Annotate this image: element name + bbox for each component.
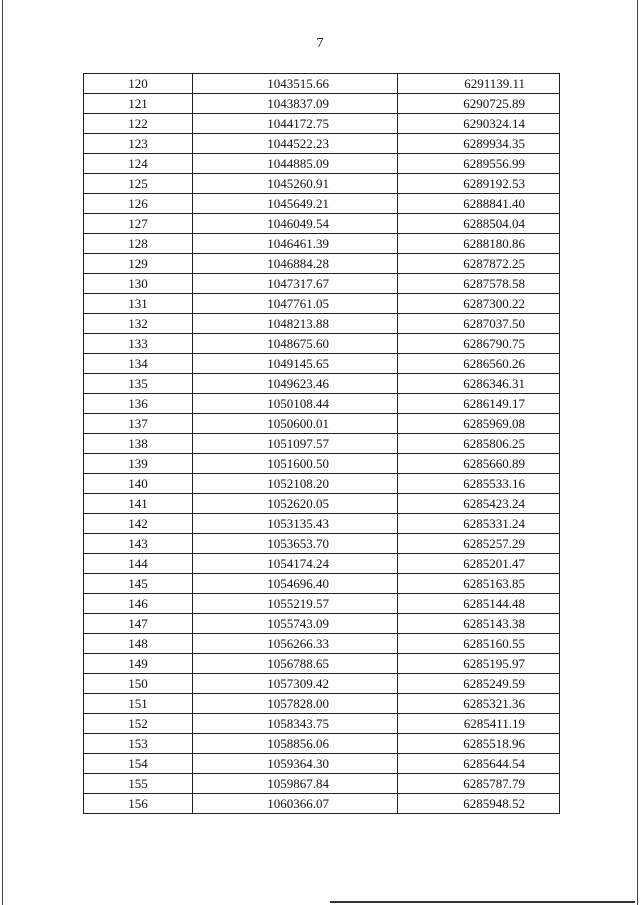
point-number-cell: 132	[84, 314, 193, 334]
point-number-cell: 137	[84, 414, 193, 434]
table-row	[84, 734, 560, 754]
point-number-cell: 152	[84, 714, 193, 734]
x-coordinate-cell: 1045649.21	[193, 194, 398, 214]
point-number-cell: 146	[84, 594, 193, 614]
y-coordinate-cell: 6285806.25	[398, 434, 560, 454]
y-coordinate-cell: 6288504.04	[398, 214, 560, 234]
x-coordinate-cell: 1052620.05	[193, 494, 398, 514]
x-coordinate-cell: 1058856.06	[193, 734, 398, 754]
y-coordinate-cell: 6286560.26	[398, 354, 560, 374]
x-coordinate-cell: 1055219.57	[193, 594, 398, 614]
y-coordinate-cell: 6286346.31	[398, 374, 560, 394]
x-coordinate-cell: 1058343.75	[193, 714, 398, 734]
point-number-cell: 140	[84, 474, 193, 494]
y-coordinate-cell: 6285787.79	[398, 774, 560, 794]
y-coordinate-cell: 6285331.24	[398, 514, 560, 534]
x-coordinate-cell: 1047761.05	[193, 294, 398, 314]
y-coordinate-cell: 6285163.85	[398, 574, 560, 594]
point-number-cell: 134	[84, 354, 193, 374]
x-coordinate-cell: 1056788.65	[193, 654, 398, 674]
point-number-cell: 151	[84, 694, 193, 714]
y-coordinate-cell: 6285644.54	[398, 754, 560, 774]
table-row	[84, 594, 560, 614]
y-coordinate-cell: 6287037.50	[398, 314, 560, 334]
table-row	[84, 714, 560, 734]
table-row	[84, 94, 560, 114]
y-coordinate-cell: 6285249.59	[398, 674, 560, 694]
table-row	[84, 174, 560, 194]
x-coordinate-cell: 1047317.67	[193, 274, 398, 294]
table-row	[84, 414, 560, 434]
x-coordinate-cell: 1059364.30	[193, 754, 398, 774]
table-row	[84, 314, 560, 334]
x-coordinate-cell: 1050600.01	[193, 414, 398, 434]
table-row	[84, 214, 560, 234]
table-row	[84, 154, 560, 174]
y-coordinate-cell: 6287300.22	[398, 294, 560, 314]
y-coordinate-cell: 6285660.89	[398, 454, 560, 474]
y-coordinate-cell: 6289934.35	[398, 134, 560, 154]
point-number-cell: 120	[84, 74, 193, 94]
point-number-cell: 156	[84, 794, 193, 814]
page-number: 7	[316, 36, 324, 51]
y-coordinate-cell: 6285533.16	[398, 474, 560, 494]
point-number-cell: 147	[84, 614, 193, 634]
point-number-cell: 142	[84, 514, 193, 534]
y-coordinate-cell: 6287578.58	[398, 274, 560, 294]
y-coordinate-cell: 6287872.25	[398, 254, 560, 274]
x-coordinate-cell: 1054696.40	[193, 574, 398, 594]
point-number-cell: 122	[84, 114, 193, 134]
x-coordinate-cell: 1053135.43	[193, 514, 398, 534]
y-coordinate-cell: 6285195.97	[398, 654, 560, 674]
x-coordinate-cell: 1044522.23	[193, 134, 398, 154]
x-coordinate-cell: 1045260.91	[193, 174, 398, 194]
y-coordinate-cell: 6285257.29	[398, 534, 560, 554]
x-coordinate-cell: 1044172.75	[193, 114, 398, 134]
scan-edge-bottom	[330, 901, 635, 903]
point-number-cell: 124	[84, 154, 193, 174]
point-number-cell: 139	[84, 454, 193, 474]
y-coordinate-cell: 6285143.38	[398, 614, 560, 634]
table-row	[84, 74, 560, 94]
x-coordinate-cell: 1057828.00	[193, 694, 398, 714]
y-coordinate-cell: 6285423.24	[398, 494, 560, 514]
y-coordinate-cell: 6285411.19	[398, 714, 560, 734]
point-number-cell: 141	[84, 494, 193, 514]
table-row	[84, 654, 560, 674]
table-row	[84, 274, 560, 294]
x-coordinate-cell: 1046049.54	[193, 214, 398, 234]
x-coordinate-cell: 1048213.88	[193, 314, 398, 334]
table-row	[84, 534, 560, 554]
y-coordinate-cell: 6286149.17	[398, 394, 560, 414]
table-row	[84, 774, 560, 794]
point-number-cell: 131	[84, 294, 193, 314]
table-row	[84, 134, 560, 154]
x-coordinate-cell: 1055743.09	[193, 614, 398, 634]
point-number-cell: 145	[84, 574, 193, 594]
x-coordinate-cell: 1051600.50	[193, 454, 398, 474]
x-coordinate-cell: 1044885.09	[193, 154, 398, 174]
table-row	[84, 554, 560, 574]
table-row	[84, 634, 560, 654]
y-coordinate-cell: 6291139.11	[398, 74, 560, 94]
x-coordinate-cell: 1048675.60	[193, 334, 398, 354]
table-row	[84, 114, 560, 134]
x-coordinate-cell: 1049145.65	[193, 354, 398, 374]
x-coordinate-cell: 1046461.39	[193, 234, 398, 254]
table-row	[84, 674, 560, 694]
point-number-cell: 121	[84, 94, 193, 114]
x-coordinate-cell: 1060366.07	[193, 794, 398, 814]
table-row	[84, 474, 560, 494]
table-row	[84, 194, 560, 214]
table-row	[84, 434, 560, 454]
table-row	[84, 374, 560, 394]
table-row	[84, 694, 560, 714]
x-coordinate-cell: 1050108.44	[193, 394, 398, 414]
coordinates-table	[83, 73, 560, 814]
x-coordinate-cell: 1043837.09	[193, 94, 398, 114]
point-number-cell: 127	[84, 214, 193, 234]
point-number-cell: 153	[84, 734, 193, 754]
point-number-cell: 130	[84, 274, 193, 294]
point-number-cell: 133	[84, 334, 193, 354]
table-row	[84, 514, 560, 534]
y-coordinate-cell: 6285160.55	[398, 634, 560, 654]
point-number-cell: 135	[84, 374, 193, 394]
y-coordinate-cell: 6290725.89	[398, 94, 560, 114]
table-row	[84, 294, 560, 314]
y-coordinate-cell: 6285518.96	[398, 734, 560, 754]
table-row	[84, 614, 560, 634]
table-row	[84, 394, 560, 414]
y-coordinate-cell: 6289556.99	[398, 154, 560, 174]
x-coordinate-cell: 1054174.24	[193, 554, 398, 574]
x-coordinate-cell: 1051097.57	[193, 434, 398, 454]
y-coordinate-cell: 6286790.75	[398, 334, 560, 354]
point-number-cell: 129	[84, 254, 193, 274]
coordinates-table-body	[84, 74, 560, 814]
point-number-cell: 155	[84, 774, 193, 794]
point-number-cell: 123	[84, 134, 193, 154]
x-coordinate-cell: 1057309.42	[193, 674, 398, 694]
scan-edge-left	[2, 0, 3, 905]
x-coordinate-cell: 1043515.66	[193, 74, 398, 94]
point-number-cell: 148	[84, 634, 193, 654]
point-number-cell: 150	[84, 674, 193, 694]
point-number-cell: 149	[84, 654, 193, 674]
table-row	[84, 254, 560, 274]
table-row	[84, 234, 560, 254]
point-number-cell: 154	[84, 754, 193, 774]
table-row	[84, 334, 560, 354]
point-number-cell: 136	[84, 394, 193, 414]
x-coordinate-cell: 1056266.33	[193, 634, 398, 654]
y-coordinate-cell: 6285948.52	[398, 794, 560, 814]
x-coordinate-cell: 1049623.46	[193, 374, 398, 394]
point-number-cell: 138	[84, 434, 193, 454]
table-row	[84, 754, 560, 774]
x-coordinate-cell: 1052108.20	[193, 474, 398, 494]
y-coordinate-cell: 6288841.40	[398, 194, 560, 214]
point-number-cell: 144	[84, 554, 193, 574]
y-coordinate-cell: 6290324.14	[398, 114, 560, 134]
y-coordinate-cell: 6285144.48	[398, 594, 560, 614]
y-coordinate-cell: 6285969.08	[398, 414, 560, 434]
y-coordinate-cell: 6285201.47	[398, 554, 560, 574]
point-number-cell: 143	[84, 534, 193, 554]
table-row	[84, 354, 560, 374]
table-row	[84, 794, 560, 814]
table-row	[84, 454, 560, 474]
point-number-cell: 128	[84, 234, 193, 254]
y-coordinate-cell: 6285321.36	[398, 694, 560, 714]
scan-edge-right	[637, 0, 638, 905]
y-coordinate-cell: 6289192.53	[398, 174, 560, 194]
x-coordinate-cell: 1059867.84	[193, 774, 398, 794]
table-row	[84, 574, 560, 594]
x-coordinate-cell: 1046884.28	[193, 254, 398, 274]
table-row	[84, 494, 560, 514]
point-number-cell: 126	[84, 194, 193, 214]
x-coordinate-cell: 1053653.70	[193, 534, 398, 554]
point-number-cell: 125	[84, 174, 193, 194]
y-coordinate-cell: 6288180.86	[398, 234, 560, 254]
